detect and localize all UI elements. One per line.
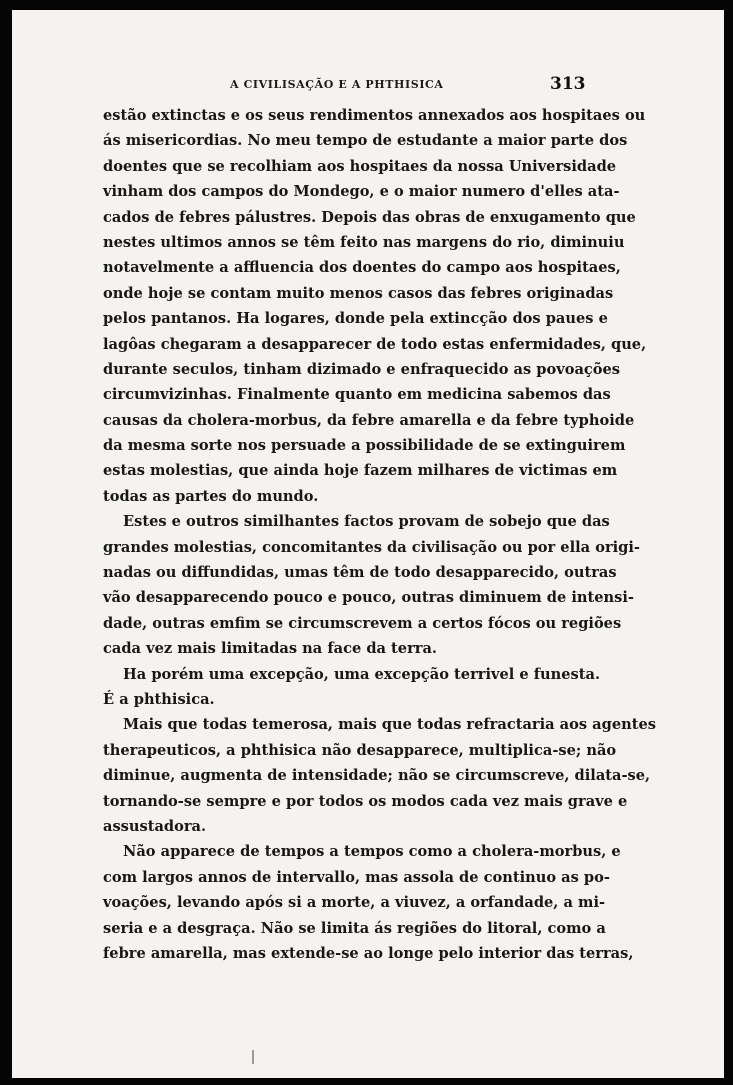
text-line: todas as partes do mundo. (103, 487, 319, 505)
text-line: nestes ultimos annos se têm feito nas margens do rio, diminuiu (103, 233, 625, 251)
page-header (12, 74, 724, 98)
text-line: therapeuticos, a phthisica não desapparece, multiplica-se; não (103, 741, 617, 759)
text-line: Não apparece de tempos a tempos como a cholera-morbus, e (123, 843, 621, 861)
text-line: vão desapparecendo pouco e pouco, outras diminuem de intensi- (103, 589, 634, 607)
text-line: assustadora. (103, 817, 207, 835)
text-line: Mais que todas temerosa, mais que todas refractaria aos agentes (123, 716, 656, 734)
text-line: lagôas chegaram a desapparecer de todo estas enfermidades, que, (103, 335, 647, 353)
text-line: pelos pantanos. Ha logares, donde pela extincção dos paues e (103, 310, 608, 328)
text-line: tornando-se sempre e por todos os modos cada vez mais grave e (103, 792, 628, 810)
text-line: notavelmente a affluencia dos doentes do campo aos hospitaes, (103, 259, 621, 277)
text-line: Estes e outros similhantes factos provam de sobejo que das (123, 513, 610, 531)
text-line: com largos annos de intervallo, mas assola de continuo as po- (103, 868, 610, 886)
text-line: É a phthisica. (103, 690, 215, 708)
page-number: 313 (550, 74, 586, 94)
text-line: doentes que se recolhiam aos hospitaes da nossa Universidade (103, 157, 617, 175)
text-line: onde hoje se contam muito menos casos das febres originadas (103, 284, 614, 302)
text-line: da mesma sorte nos persuade a possibilidade de se extinguirem (103, 437, 626, 455)
text-line: ás misericordias. No meu tempo de estudante a maior parte dos (103, 132, 628, 150)
text-line: causas da cholera-morbus, da febre amarella e da febre typhoide (103, 411, 635, 429)
text-line: estas molestias, que ainda hoje fazem milhares de victimas em (103, 462, 618, 480)
book-page (12, 10, 724, 1078)
body-text (103, 103, 656, 966)
text-line: nadas ou diffundidas, umas têm de todo desapparecido, outras (103, 564, 617, 582)
text-line: voações, levando após si a morte, a viuvez, a orfandade, a mi- (103, 894, 606, 912)
text-line: grandes molestias, concomitantes da civilisação ou por ella origi- (103, 538, 640, 556)
running-title: A CIVILISAÇÃO E A PHTHISICA (230, 78, 444, 91)
text-line: febre amarella, mas extende-se ao longe pelo interior das terras, (103, 944, 634, 962)
text-line: dade, outras emfim se circumscrevem a certos fócos ou regiões (103, 614, 622, 632)
text-line: durante seculos, tinham dizimado e enfraquecido as povoações (103, 360, 621, 378)
text-line: cados de febres pálustres. Depois das obras de enxugamento que (103, 208, 636, 226)
text-line: cada vez mais limitadas na face da terra. (103, 640, 437, 658)
text-line: diminue, augmenta de intensidade; não se circumscreve, dilata-se, (103, 767, 651, 785)
scan-mark (252, 1050, 254, 1064)
text-line: seria e a desgraça. Não se limita ás regiões do litoral, como a (103, 919, 606, 937)
text-line: Ha porém uma excepção, uma excepção terrivel e funesta. (123, 665, 601, 683)
text-line: circumvizinhas. Finalmente quanto em medicina sabemos das (103, 386, 611, 404)
text-line: vinham dos campos do Mondego, e o maior numero d'elles ata- (103, 183, 620, 201)
text-line: estão extinctas e os seus rendimentos annexados aos hospitaes ou (103, 107, 646, 124)
